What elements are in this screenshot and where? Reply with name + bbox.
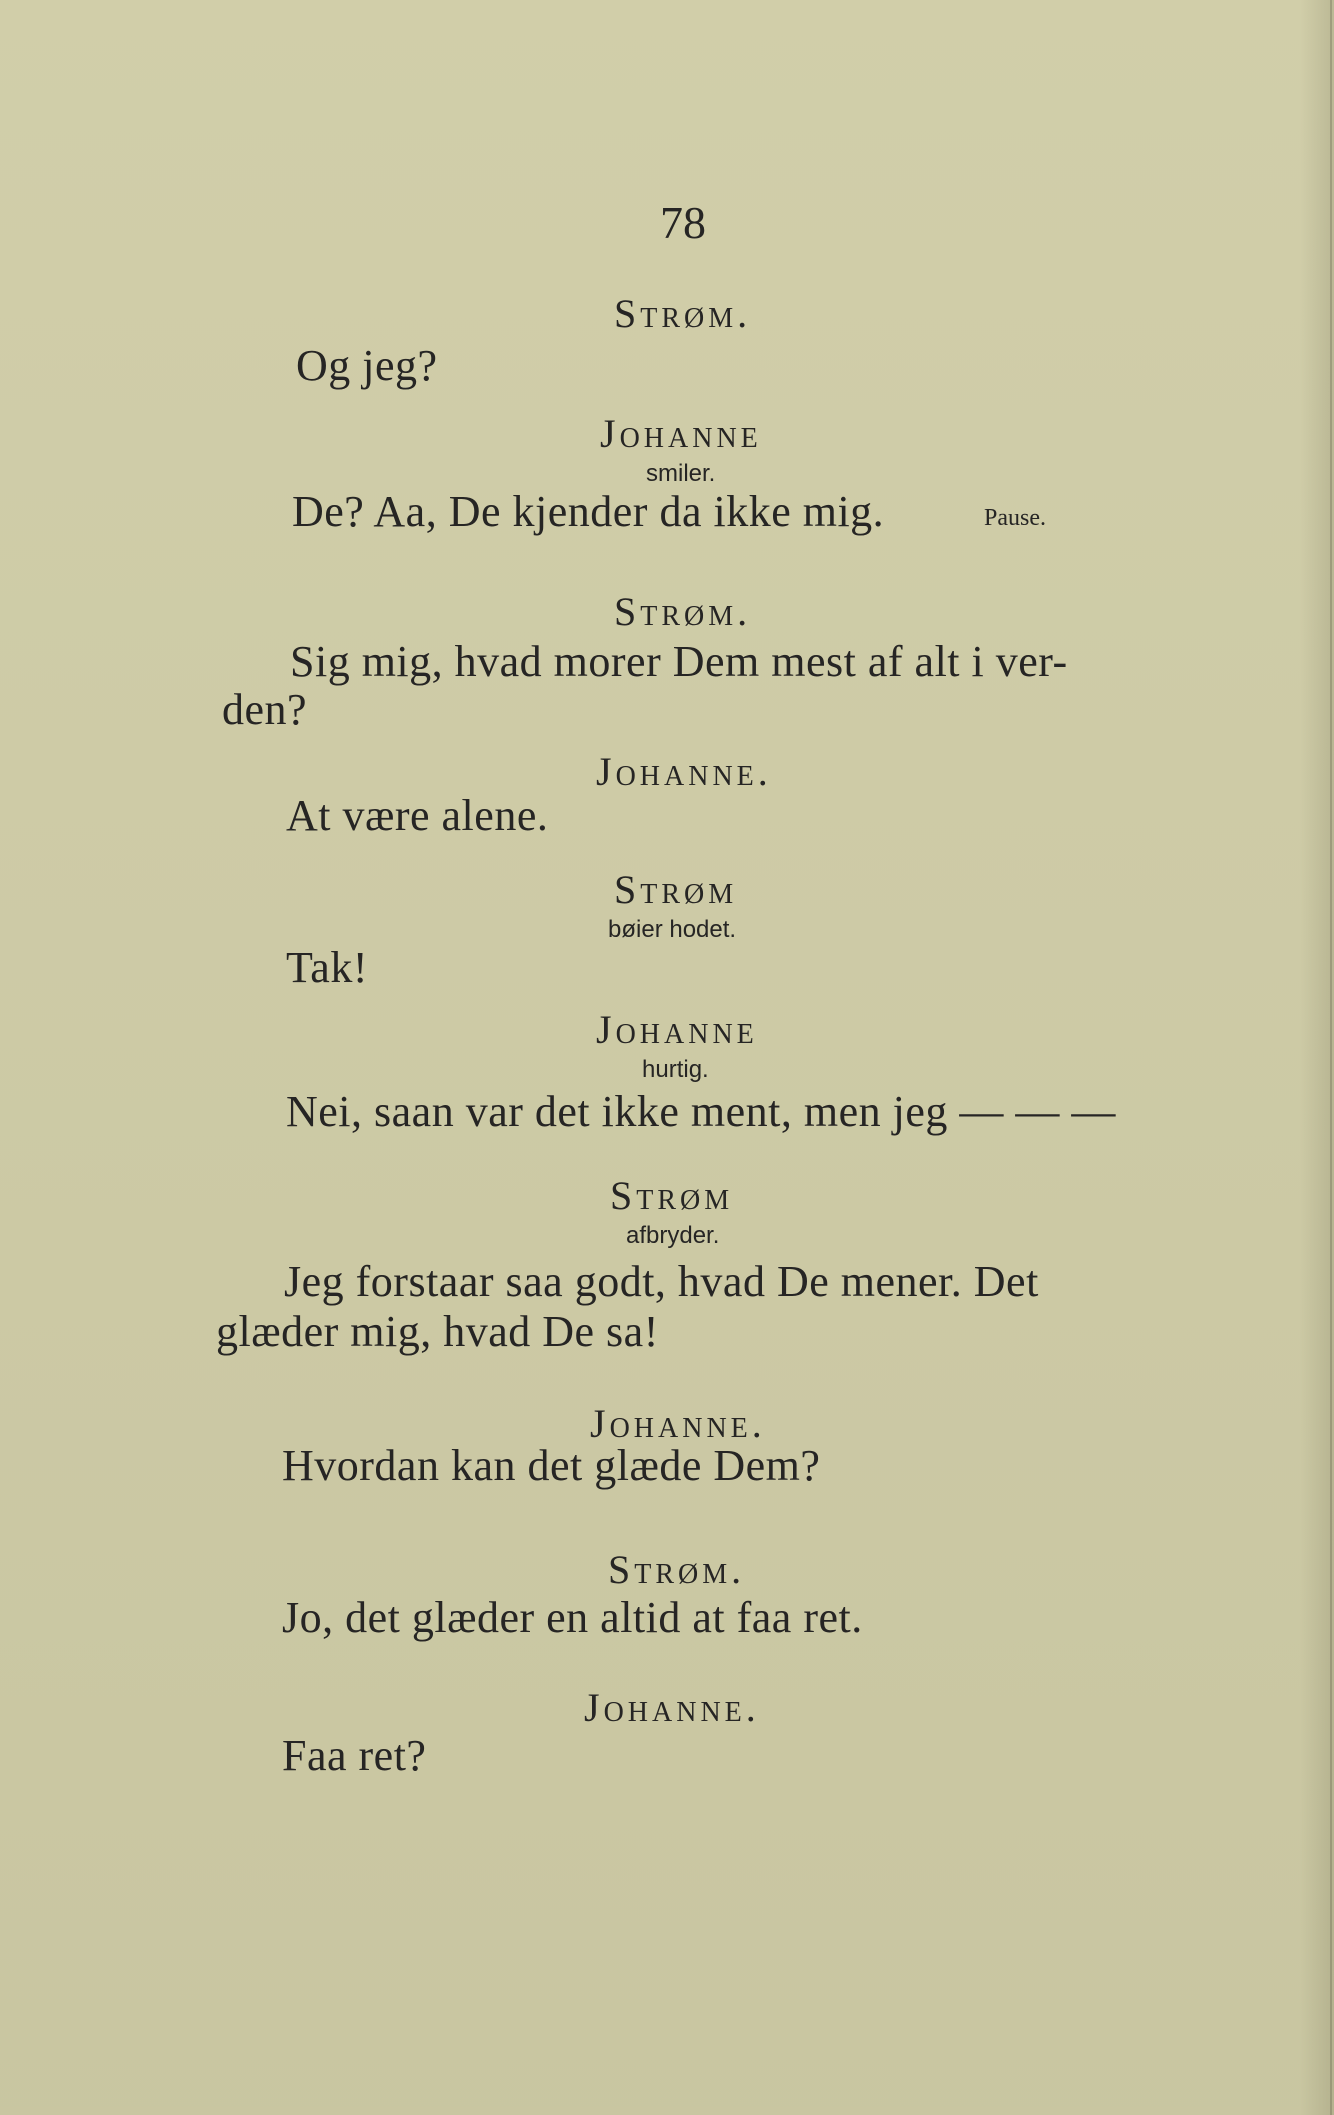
stage-direction: afbryder. [626, 1222, 720, 1249]
stage-direction: hurtig. [642, 1056, 709, 1083]
speaker-name: Strøm [610, 1173, 734, 1218]
speaker-name: Strøm. [614, 291, 752, 336]
speaker-name: Strøm. [608, 1547, 746, 1592]
dialogue-line: Hvordan kan det glæde Dem? [282, 1441, 821, 1490]
page-edge [1330, 0, 1332, 2115]
dialogue-line: Faa ret? [282, 1731, 427, 1780]
stage-direction: bøier hodet. [608, 916, 737, 943]
speaker-name: Strøm [614, 867, 738, 912]
speaker-name: Strøm. [614, 589, 752, 634]
dialogue-line: Og jeg? [296, 341, 438, 390]
dialogue-line: Tak! [286, 943, 368, 992]
page-number: 78 [660, 197, 706, 248]
dialogue-line: De? Aa, De kjender da ikke mig. [292, 487, 885, 536]
speaker-name: Johanne. [596, 749, 772, 794]
speaker-name: Johanne [596, 1007, 758, 1052]
speaker-name: Johanne. [584, 1685, 760, 1730]
stage-direction: smiler. [646, 460, 716, 487]
dialogue-line: den? [222, 685, 308, 734]
dialogue-line: Nei, saan var det ikke ment, men jeg — — — [286, 1087, 1116, 1136]
dialogue-line: Jo, det glæder en altid at faa ret. [282, 1593, 863, 1642]
stage-direction-pause: Pause. [984, 505, 1046, 531]
dialogue-line: glæder mig, hvad De sa! [216, 1307, 659, 1356]
speaker-name: Johanne. [590, 1401, 766, 1446]
dialogue-line: Jeg forstaar saa godt, hvad De mener. Det [284, 1257, 1039, 1306]
dialogue-line: Sig mig, hvad morer Dem mest af alt i ver- [290, 637, 1068, 686]
dialogue-line: At være alene. [286, 791, 549, 840]
speaker-name: Johanne [600, 411, 762, 456]
